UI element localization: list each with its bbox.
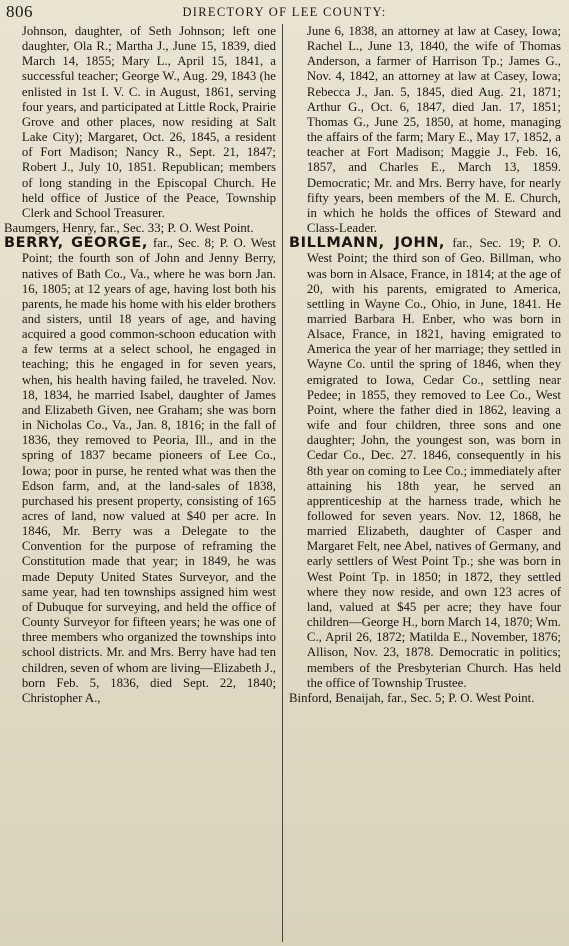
- berry-entry-text: far., Sec. 8; P. O. West Point; the fourth son of John and Jenny Berry, natives of Bath Co., Va., where he was born Jan. 16, 1805; at 12 years of age, having lost both his parents, he made his home with his elder brothers and sisters, until 18 years of age, and having acquired a good common-schoon education with a few terms at a select school, he engaged in teaching; this he engaged in for seven years, when, his health having failed, he traveled. Nov. 18, 1834, he married Isabel, daughter of James and Elizabeth Given, nee Graham; she was born in Nicholas Co., Va., Jan. 8, 1816; in the fall of 1836, they removed to Peoria, Ill., and in the spring of 1837 became pioneers of Lee Co., Iowa; poor in purse, he rented what was then the Edson farm, and, at the land-sales of 1838, purchased his present property, consisting of 165 acres of land, now valued at $40 per acre. In 1846, Mr. Berry was a Delegate to the Convention for the purpose of reframing the Constitution made that year; in 1849, he was made Deputy United States Surveyor, and the same year, had ten townships assigned him west of Dubuque for surveying, and held the office of County Surveyor for fifteen years; he was one of three members who organized the townships into school districts. Mr. and Mrs. Berry have had ten children, seven of whom are living—Elizabeth J., born Feb. 5, 1836, died Sept. 22, 1840; Christopher A.,: [21, 236, 277, 705]
- column-divider: [282, 24, 283, 942]
- binford-entry: Binford, Benaijah, far., Sec. 5; P. O. West Point.: [289, 690, 535, 705]
- baumgers-entry: Baumgers, Henry, far., Sec. 33; P. O. West Point.: [4, 221, 254, 236]
- page-header: [6, 2, 563, 22]
- johnson-continuation-paragraph: Johnson, daughter, of Seth Johnson; left one daughter, Ola R.; Martha J., June 15, 1839, died March 14, 1855; Mary L., April 15, 1841, a successful teacher; George W., Aug. 29, 1843 (he enlisted in 1st I. V. C. in August, 1861, serving four years, and participated at Little Rock, Prairie Grove and other places, now residing at Salt Lake City); Margaret, Oct. 26, 1845, a resident of Fort Madison; Nancy R., Sept. 21, 1847; Robert J., July 10, 1851. Republican; members of long standing in the Episcopal Church. He held office of Justice of the Peace, Township Clerk and School Treasurer.: [21, 24, 276, 220]
- left-column: [4, 24, 276, 706]
- running-head: DIRECTORY OF LEE COUNTY:: [182, 5, 387, 19]
- berry-entry-name: BERRY, GEORGE,: [4, 235, 148, 252]
- berry-entry: [4, 236, 276, 706]
- billmann-entry-name: BILLMANN, JOHN,: [289, 235, 446, 252]
- billmann-entry-text: far., Sec. 19; P. O. West Point; the third son of Geo. Billman, who was born in Alsace, France, in 1814; at the age of 20, with his parents, emigrated to America, settling in Wayne Co., Ohio, in June, 1841. He married Barbara H. Enber, who was born in Alsace, France, in 1821, having emigrated to America the year of her marriage; they settled in Wayne Co. until the spring of 1846, when they emigrated to Iowa, Cedar Co., settling near Pedee; in 1855, they removed to Lee Co., West Point, where the father died in 1862, leaving a wife and four children, three sons and one daughter; John, the youngest son, was born in Cedar Co., Dec. 27. 1846, consequently in his 8th year on coming to Lee Co.; immediately after attaining his 18th year, he served an apprenticeship at the harness trade, which he followed for seven years. Nov. 12, 1868, he married Elizabeth, daughter of Casper and Margaret Felt, nee Abel, natives of Germany, and early settlers of West Point Tp.; she was born in West Point Tp. in 1850; in 1872, they settled where they now reside, and own 123 acres of land, valued at $45 per acre; they have four children—George H., born March 14, 1870; Wm. C., April 26, 1872; Matilda E., November, 1876; Allison, Nov. 23, 1878. Democratic in politics; members of the Presbyterian Church. Has held the office of Township Trustee.: [306, 236, 561, 690]
- right-column: [289, 24, 561, 706]
- billmann-entry: [289, 236, 561, 691]
- page-number: 806: [6, 2, 33, 21]
- berry-continuation-paragraph: June 6, 1838, an attorney at law at Casey, Iowa; Rachel L., June 13, 1840, the wife of Thomas Anderson, a farmer of Harrison Tp.; James G., Nov. 4, 1842, an attorney at law at Casey, Iowa; Rebecca J., Jan. 5, 1845, died Aug. 21, 1871; Arthur G., Oct. 6, 1847, died Jan. 17, 1851; Thomas G., June 25, 1850, at home, managing the affairs of the farm; Mary E., May 17, 1852, a teacher at Fort Madison; Maggie J., Feb. 16, 1857, and Charles E., March 13, 1859. Democratic; Mr. and Mrs. Berry have, for nearly fifty years, been members of the M. E. Church, in which he holds the offices of Steward and Class-Leader.: [306, 24, 561, 236]
